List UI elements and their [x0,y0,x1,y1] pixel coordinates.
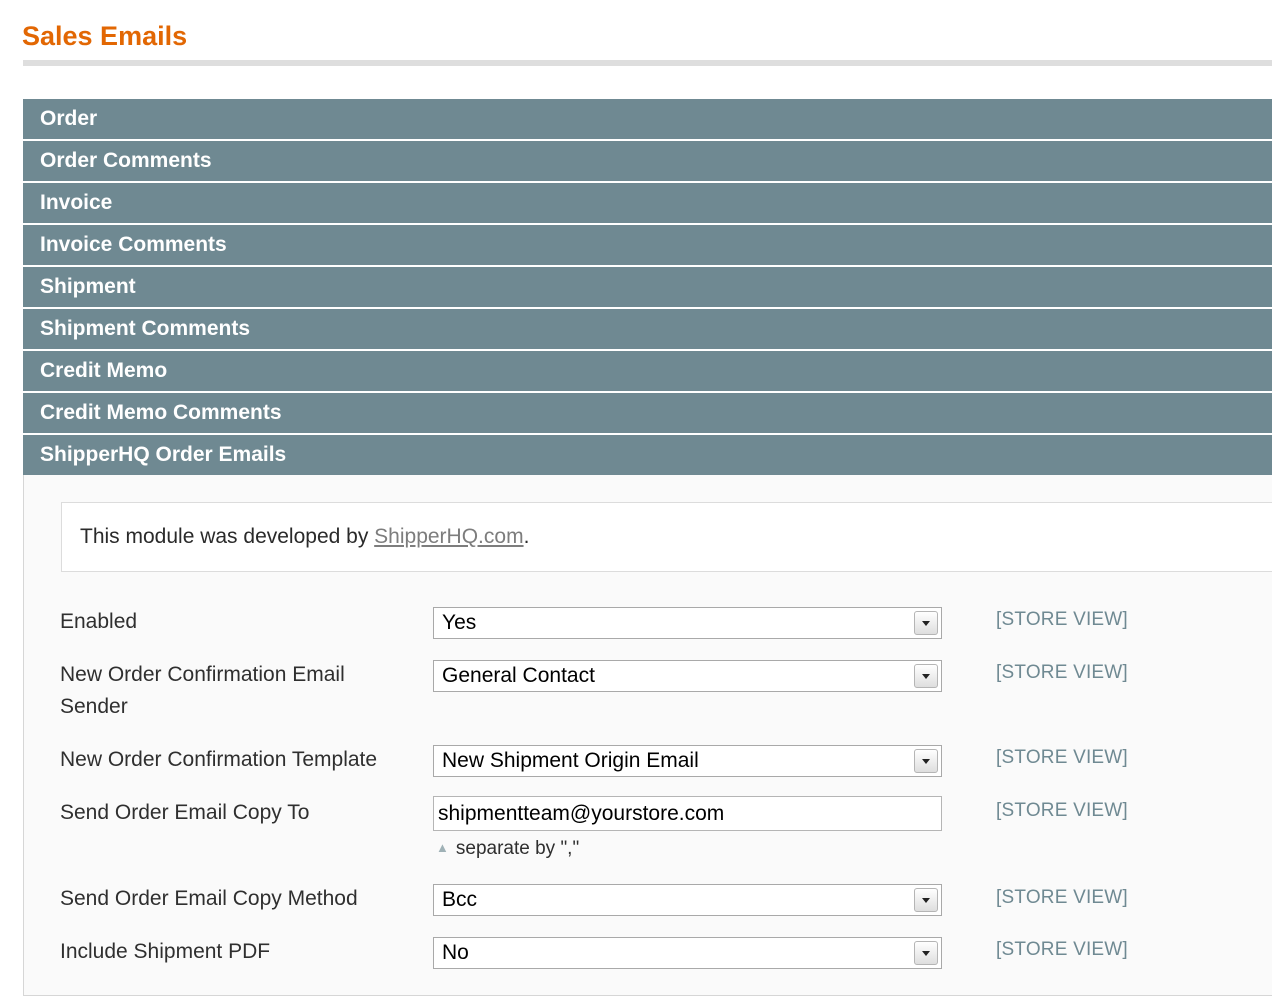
section-header-invoice[interactable]: Invoice [23,183,1272,225]
chevron-down-icon [914,888,938,912]
sender-scope: [STORE VIEW] [996,662,1128,683]
section-header-order-comments[interactable]: Order Comments [23,141,1272,183]
title-divider [23,60,1272,66]
triangle-up-icon: ▲ [436,840,449,855]
chevron-down-icon [914,664,938,688]
chevron-down-icon [914,941,938,965]
template-select[interactable] [433,745,942,777]
copy-to-hint-text: separate by "," [455,838,580,859]
chevron-down-icon [914,611,938,635]
template-select-value: New Shipment Origin Email [442,749,699,772]
chevron-down-icon [914,749,938,773]
module-info-box [61,502,1272,572]
copy-method-select[interactable] [433,884,942,916]
include-pdf-select-value: No [442,941,469,964]
enabled-select-value: Yes [442,611,477,634]
enabled-scope: [STORE VIEW] [996,609,1128,630]
copy-to-scope: [STORE VIEW] [996,800,1128,821]
sender-label [60,659,420,723]
shipperhq-section-body [23,475,1272,996]
enabled-select[interactable] [433,607,942,639]
copy-method-label: Send Order Email Copy Method [60,887,358,910]
shipperhq-link[interactable]: ShipperHQ.com [374,525,524,548]
include-pdf-select[interactable] [433,937,942,969]
module-info-suffix: . [523,525,530,548]
sender-select[interactable] [433,660,942,692]
enabled-label: Enabled [60,610,138,633]
include-pdf-scope: [STORE VIEW] [996,939,1128,960]
section-header-shipperhq-order-emails[interactable]: ShipperHQ Order Emails [23,435,1272,477]
include-pdf-label: Include Shipment PDF [60,940,271,963]
section-header-credit-memo[interactable]: Credit Memo [23,351,1272,393]
section-list [23,99,1272,477]
template-label: New Order Confirmation Template [60,748,378,771]
sender-select-value: General Contact [442,664,595,687]
copy-method-select-value: Bcc [442,888,478,911]
section-header-credit-memo-comments[interactable]: Credit Memo Comments [23,393,1272,435]
section-header-shipment-comments[interactable]: Shipment Comments [23,309,1272,351]
module-info-text: This module was developed by [80,525,375,548]
sender-label-line1: New Order Confirmation Email [60,663,345,686]
section-header-order[interactable]: Order [23,99,1272,141]
section-header-shipment[interactable]: Shipment [23,267,1272,309]
copy-to-hint [436,835,579,862]
page-title: Sales Emails [22,21,188,51]
copy-to-label: Send Order Email Copy To [60,801,310,824]
template-scope: [STORE VIEW] [996,747,1128,768]
copy-method-scope: [STORE VIEW] [996,887,1128,908]
sender-label-line2: Sender [60,695,128,718]
section-header-invoice-comments[interactable]: Invoice Comments [23,225,1272,267]
copy-to-input[interactable] [433,796,942,831]
